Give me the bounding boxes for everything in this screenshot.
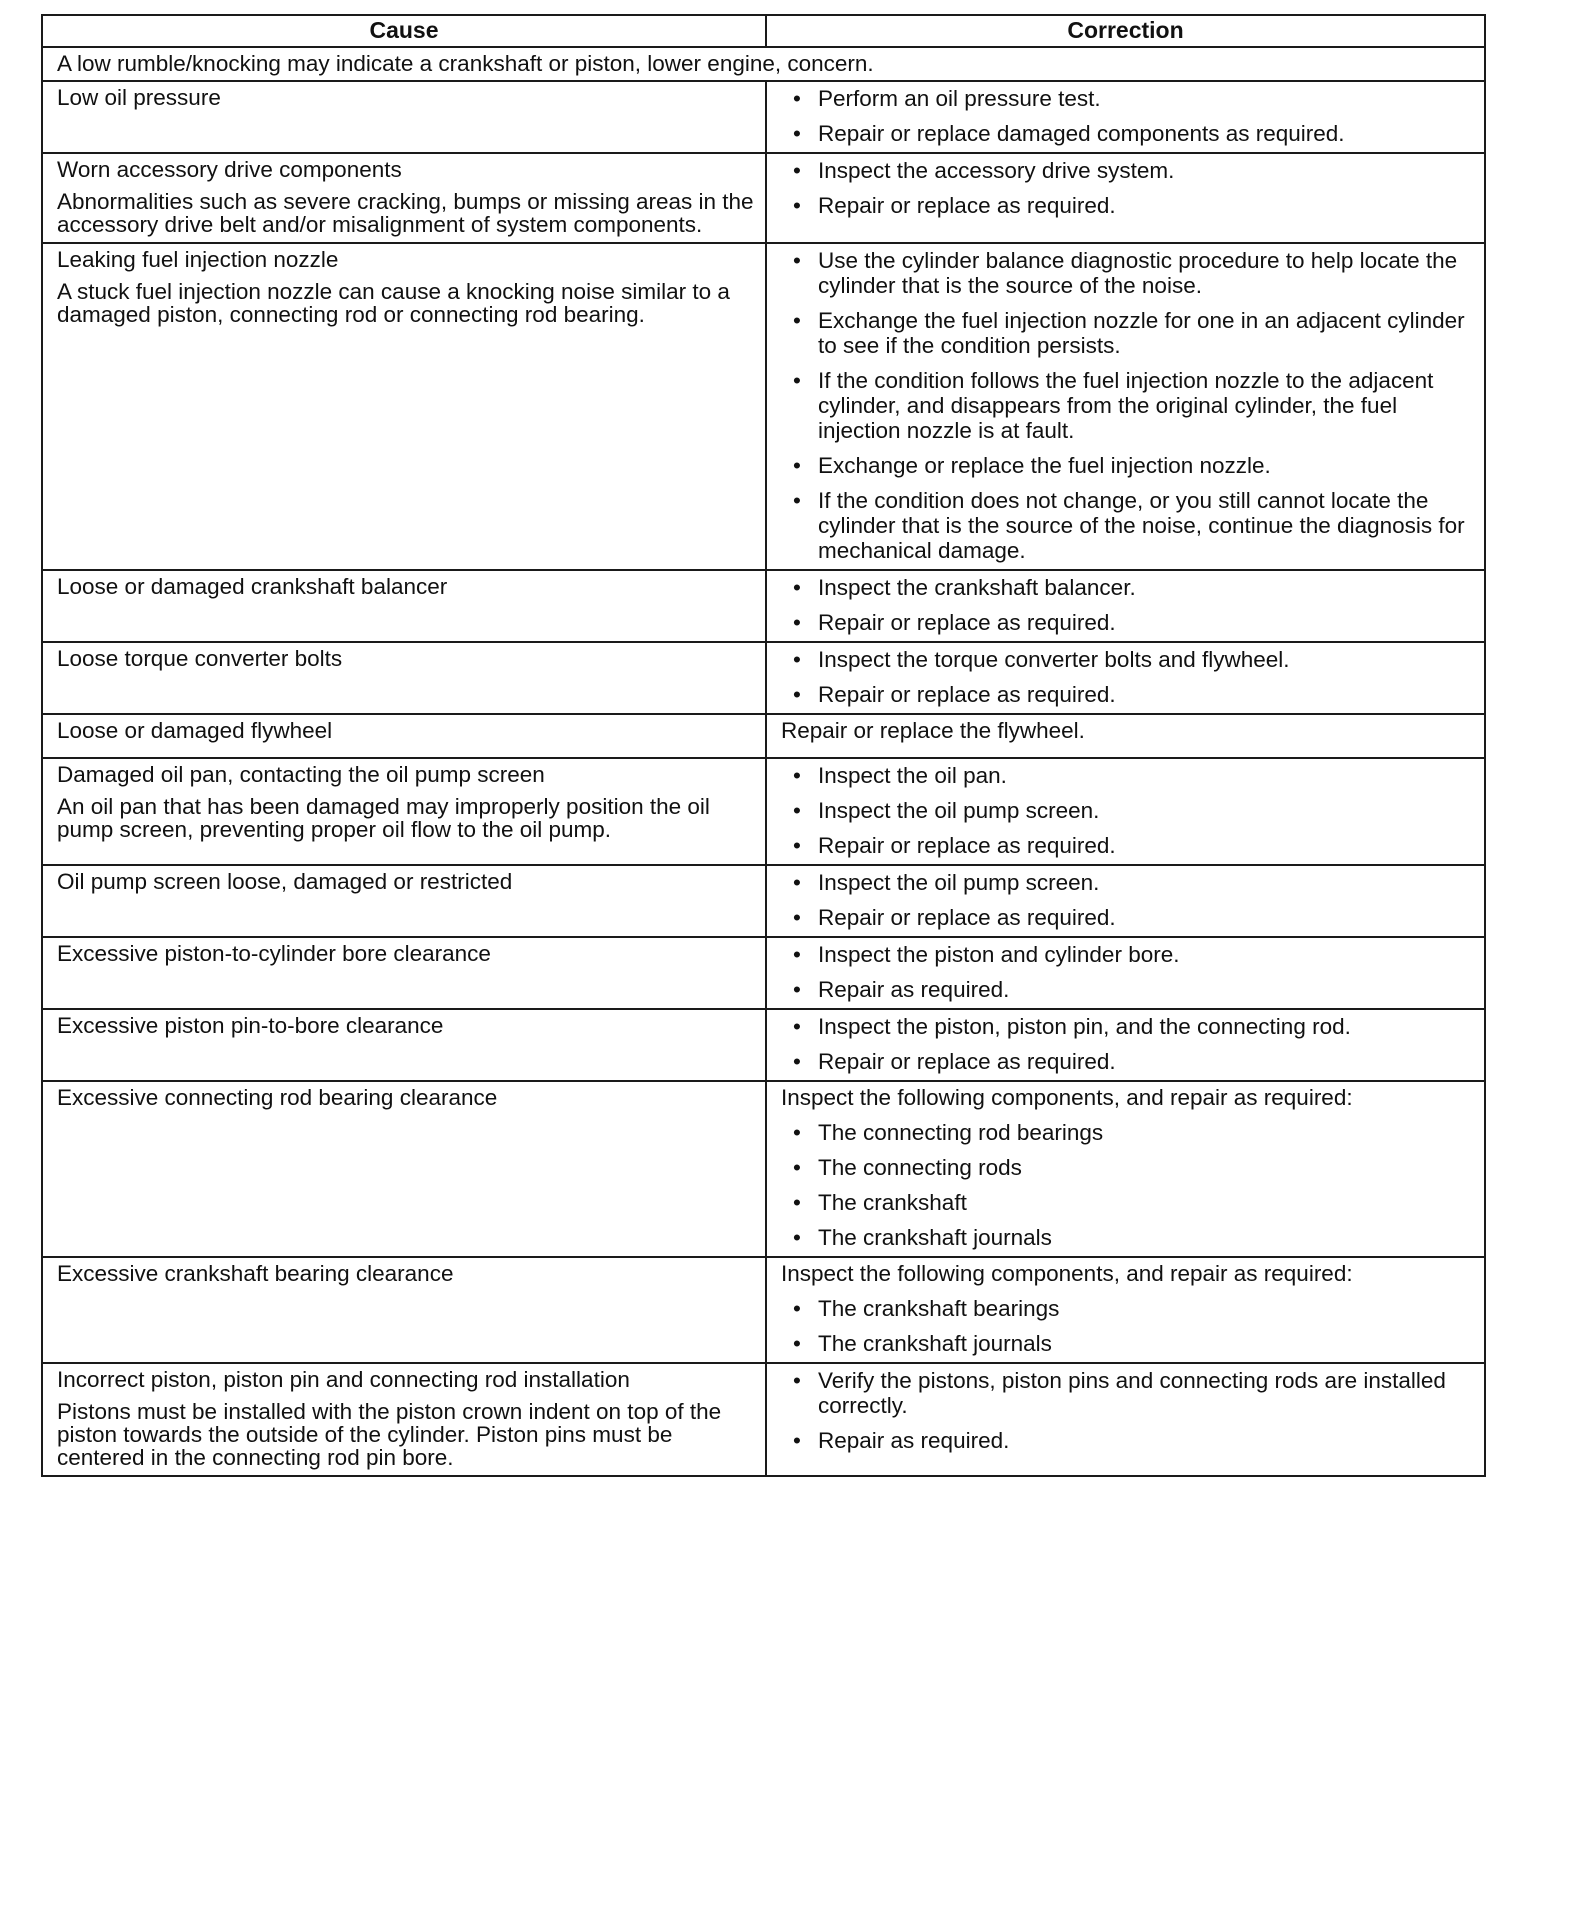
correction-item: • The connecting rod bearings — [793, 1120, 1474, 1145]
correction-list — [781, 86, 1474, 146]
correction-item: • Inspect the piston, piston pin, and the connecting rod. — [793, 1014, 1474, 1039]
cause-title: Low oil pressure — [57, 85, 221, 110]
table-row — [42, 1081, 1485, 1257]
correction-list — [781, 248, 1474, 563]
correction-list — [781, 1014, 1474, 1074]
cause-title: Loose torque converter bolts — [57, 646, 343, 671]
correction-item: • The crankshaft journals — [793, 1225, 1474, 1250]
correction-lead: Inspect the following components, and repair as required: — [781, 1261, 1353, 1286]
correction-item: • Repair or replace as required. — [793, 905, 1474, 930]
correction-cell — [766, 153, 1485, 243]
correction-list — [781, 575, 1474, 635]
correction-item: • Inspect the torque converter bolts and flywheel. — [793, 647, 1474, 672]
correction-item: • Inspect the oil pan. — [793, 763, 1474, 788]
cause-cell — [42, 1257, 766, 1363]
table-row — [42, 1363, 1485, 1476]
table-row — [42, 243, 1485, 570]
correction-item: • Inspect the piston and cylinder bore. — [793, 942, 1474, 967]
cause-cell — [42, 758, 766, 865]
cause-cell — [42, 1009, 766, 1081]
table-row — [42, 1009, 1485, 1081]
correction-list — [781, 158, 1474, 218]
correction-item: • Repair as required. — [793, 977, 1474, 1002]
correction-list — [781, 1120, 1474, 1250]
cause-cell — [42, 570, 766, 642]
cause-description: Abnormalities such as severe cracking, bumps or missing areas in the accessory drive belt and/or misalignment of system components. — [57, 189, 754, 237]
table-row — [42, 1257, 1485, 1363]
correction-item: • Repair or replace as required. — [793, 833, 1474, 858]
cause-cell — [42, 714, 766, 758]
correction-item: • Inspect the oil pump screen. — [793, 798, 1474, 823]
cause-cell — [42, 642, 766, 714]
correction-item: • Inspect the accessory drive system. — [793, 158, 1474, 183]
correction-item: • If the condition does not change, or you still cannot locate the cylinder that is the source of the noise, continue the diagnosis for mechanical damage. — [793, 488, 1474, 563]
cause-cell — [42, 1081, 766, 1257]
correction-item: • Repair or replace as required. — [793, 1049, 1474, 1074]
cause-cell — [42, 81, 766, 153]
correction-cell — [766, 865, 1485, 937]
correction-item: • Exchange the fuel injection nozzle for one in an adjacent cylinder to see if the condition persists. — [793, 308, 1474, 358]
table-row — [42, 865, 1485, 937]
cause-description: Pistons must be installed with the piston crown indent on top of the piston towards the outside of the cylinder. Piston pins must be centered in the connecting rod pin bore. — [57, 1399, 722, 1470]
cause-title: Incorrect piston, piston pin and connecting rod installation — [57, 1367, 630, 1392]
table-header-row — [42, 15, 1485, 47]
correction-item: • Repair or replace as required. — [793, 610, 1474, 635]
correction-list — [781, 942, 1474, 1002]
correction-item: • Perform an oil pressure test. — [793, 86, 1474, 111]
correction-lead: Repair or replace the flywheel. — [781, 718, 1085, 743]
correction-item: • Repair as required. — [793, 1428, 1474, 1453]
diagnostic-table-container — [41, 14, 1484, 1477]
cause-title: Excessive crankshaft bearing clearance — [57, 1261, 454, 1286]
correction-cell — [766, 1009, 1485, 1081]
cause-cell — [42, 243, 766, 570]
correction-list — [781, 1368, 1474, 1453]
correction-item: • The connecting rods — [793, 1155, 1474, 1180]
correction-list — [781, 1296, 1474, 1356]
correction-item: • Use the cylinder balance diagnostic procedure to help locate the cylinder that is the source of the noise. — [793, 248, 1474, 298]
table-row — [42, 642, 1485, 714]
correction-cell — [766, 714, 1485, 758]
cause-title: Loose or damaged flywheel — [57, 718, 333, 743]
cause-description: A stuck fuel injection nozzle can cause a knocking noise similar to a damaged piston, connecting rod or connecting rod bearing. — [57, 279, 730, 327]
cause-cell — [42, 865, 766, 937]
correction-item: • Repair or replace as required. — [793, 682, 1474, 707]
cause-title: Oil pump screen loose, damaged or restricted — [57, 869, 513, 894]
correction-cell — [766, 1363, 1485, 1476]
diagnostic-table — [41, 14, 1486, 1477]
correction-cell — [766, 642, 1485, 714]
correction-cell — [766, 1257, 1485, 1363]
correction-list — [781, 647, 1474, 707]
table-row — [42, 570, 1485, 642]
table-row — [42, 81, 1485, 153]
cause-cell — [42, 1363, 766, 1476]
cause-title: Leaking fuel injection nozzle — [57, 247, 339, 272]
table-row — [42, 714, 1485, 758]
correction-item: • Inspect the oil pump screen. — [793, 870, 1474, 895]
header-correction: Correction — [766, 15, 1485, 47]
correction-cell — [766, 570, 1485, 642]
cause-title: Worn accessory drive components — [57, 157, 402, 182]
header-cause: Cause — [42, 15, 766, 47]
table-row — [42, 153, 1485, 243]
correction-cell — [766, 81, 1485, 153]
correction-item: • The crankshaft bearings — [793, 1296, 1474, 1321]
correction-cell — [766, 1081, 1485, 1257]
correction-cell — [766, 758, 1485, 865]
correction-item: • The crankshaft — [793, 1190, 1474, 1215]
cause-title: Excessive connecting rod bearing clearance — [57, 1085, 498, 1110]
correction-list — [781, 870, 1474, 930]
cause-cell — [42, 153, 766, 243]
cause-title: Excessive piston pin-to-bore clearance — [57, 1013, 444, 1038]
correction-item: • Exchange or replace the fuel injection nozzle. — [793, 453, 1474, 478]
correction-item: • The crankshaft journals — [793, 1331, 1474, 1356]
correction-item: • Repair or replace damaged components as required. — [793, 121, 1474, 146]
cause-title: Excessive piston-to-cylinder bore clearance — [57, 941, 491, 966]
correction-item: • Repair or replace as required. — [793, 193, 1474, 218]
cause-description: An oil pan that has been damaged may improperly position the oil pump screen, preventing proper oil flow to the oil pump. — [57, 794, 710, 842]
correction-item: • Inspect the crankshaft balancer. — [793, 575, 1474, 600]
cause-title: Loose or damaged crankshaft balancer — [57, 574, 448, 599]
cause-title: Damaged oil pan, contacting the oil pump screen — [57, 762, 545, 787]
intro-note: A low rumble/knocking may indicate a crankshaft or piston, lower engine, concern. — [42, 47, 1485, 81]
cause-cell — [42, 937, 766, 1009]
correction-cell — [766, 243, 1485, 570]
correction-item: • If the condition follows the fuel injection nozzle to the adjacent cylinder, and disappears from the original cylinder, the fuel injection nozzle is at fault. — [793, 368, 1474, 443]
table-row — [42, 937, 1485, 1009]
correction-cell — [766, 937, 1485, 1009]
correction-item: • Verify the pistons, piston pins and connecting rods are installed correctly. — [793, 1368, 1474, 1418]
correction-lead: Inspect the following components, and repair as required: — [781, 1085, 1353, 1110]
table-row — [42, 758, 1485, 865]
table-body — [42, 47, 1485, 1476]
correction-list — [781, 763, 1474, 858]
intro-row — [42, 47, 1485, 81]
